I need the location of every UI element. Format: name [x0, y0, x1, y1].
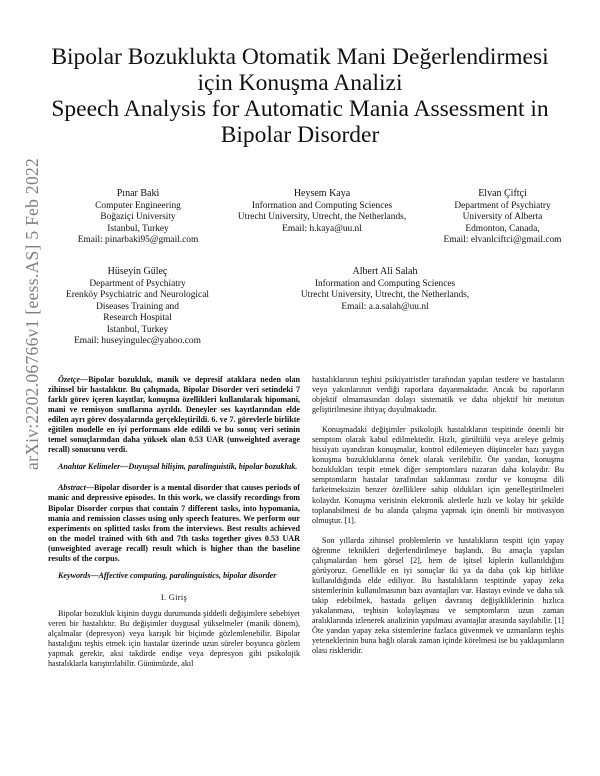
author-email: Email: pinarbaki95@gmail.com [77, 235, 199, 246]
author-affiliation: Erenköy Psychiatric and Neurological [66, 290, 209, 301]
abstract-label: Abstract [58, 483, 86, 493]
author-email: Email: a.a.salah@uu.nl [341, 301, 429, 312]
author-block [55, 266, 220, 347]
author-name: Heysem Kaya [293, 188, 351, 199]
author-affiliation: Boğaziçi University [100, 212, 176, 223]
ozetce-paragraph [48, 375, 300, 455]
abstract-text: —Bipolar disorder is a mental disorder that causes periods of manic and depressive episodes. In this work, we classify recordings from Bipolar Disorder corpus that contain 7 different tasks, into hypomania, mania and remission classes using only speech features. We perform our experiments on splitted tasks from the interviews. Best results achieved on the model trained with 6th and 7th tasks together gives 0.53 UAR (unweighted average recall) result which is higher than the baseline results of the corpus. [48, 483, 300, 563]
author-affiliation: University of Alberta [462, 212, 543, 223]
author-affiliation: Utrecht University, Utrecht, the Netherlands, [237, 212, 407, 223]
author-affiliation: Research Hospital [103, 313, 172, 324]
author-block [425, 188, 580, 247]
author-affiliation: Diseases Training and [96, 301, 179, 312]
author-name: Elvan Çiftçi [478, 188, 527, 199]
body-paragraph: Son yıllarda zihinsel problemlerin ve hastalıkların tespiti için yapay öğrenme teknikleri değerlendirilmeye başlandı. Bu amaçla yapılan çalışmalardan hem görsel [2], hem de işitsel kiplerin kullanıldığını görüyoruz. Genellikle en iyi sonuçlar iki ya da daha çok kip birlikte kullanıldığında elde ediliyor. Bu hastalıkların tespitinde yapay zeka sistemlerinin kullanılmasının bazı avantajları var. Hastayı evinde ve daha sık takip edebilmek, hastada gelişen davranış değişikliklerinin hızlıca yakalanması, teşhisin kolaylaşması ve semptomların uzun zaman aralıklarında izlenerek analizinin yapılması avantajlar arasında sayılabilir. [1] Öte yandan yapay zeka sistemlerine fazlaca güvenmek ve uzmanların teşhis yeteneklerinin buna bağlı olarak zaman içinde körelmesi ise bu yaklaşımların olası riskleridir. [312, 535, 564, 656]
author-affiliation: Information and Computing Sciences [251, 200, 393, 211]
author-affiliation: Department of Psychiatry [89, 278, 186, 289]
author-email: Email: elvanlciftci@gmail.com [443, 235, 562, 246]
abstract-paragraph [48, 483, 300, 563]
author-block [232, 188, 412, 235]
author-affiliation: Department of Psychiatry [454, 200, 551, 211]
body-paragraph: hastalıklarının teşhisi psikiyatristler tarafından yapılan testlere ve hastaların veya yakınlarının verdiği raporlara dayanmaktadır. Ancak bu raporların objektif olmamasından dolayı sistematik ve daha objektif bir metotun geliştirilmesine ihtiyaç duyulmaktadır. [312, 375, 564, 415]
author-affiliation: Istanbul, Turkey [106, 324, 169, 335]
author-email: Email: h.kaya@uu.nl [282, 223, 362, 234]
title-en-line1: Speech Analysis for Automatic Mania Assessment in [51, 96, 549, 122]
title-en-line2: Bipolar Disorder [220, 122, 380, 148]
author-affiliation: Edmonton, Canada, [465, 223, 540, 234]
author-name: Hüseyin Güleç [107, 266, 168, 277]
author-email: Email: huseyingulec@yahoo.com [74, 335, 201, 346]
author-block [68, 188, 208, 247]
title-tr-line2: için Konuşma Analizi [197, 70, 403, 96]
keywords-text: —Affective computing, paralinguistics, bipolar disorder [90, 570, 277, 580]
paper-title [0, 44, 600, 148]
left-column [48, 375, 300, 669]
body-paragraph: Konuşmadaki değişimler psikolojik hastalıkların tespitinde önemli bir semptom olarak kabul edilmektedir. Hızlı, gürültülü veya aceleye gelmiş hissiyatı uyandıran konuşmalar, kontrol edilemeyen düşünceler bazı yaygın konuşma bozukluklarına örnek olarak verilebilir. Öte yandan, konuşma bozuklukları tespit etmek diğer semptomlara nazaran daha kolaydır. Bu semptomların hastalar tarafından saklanması zordur ve konuşma dili farketmeksizin benzer özelliklere sahip oldukları için genelleştirilmeleri kolaydır. Konuşma verisinin elektronik aletlerle hızlı ve kolay bir şekilde toplanabilmesi de bu alanda çalışma yapmak için önemli bir motivasyon olmuştur. [1]. [312, 425, 564, 525]
author-affiliation: Utrecht University, Utrecht, the Netherlands, [300, 290, 470, 301]
ozetce-label: Özetçe [58, 375, 81, 384]
ozetce-text: —Bipolar bozukluk, manik ve depresif ataklara neden olan zihinsel bir hastalıktır. Bu çalışmada, Bipolar Disorder veri setindeki 7 farklı görev içeren kayıtlar, konuşma özellikleri kullanılarak hipomani, mani ve remisyon sınıflarına ayrıldı. Deneyler ses kayıtlarından elde edilen ayrı görev dosyalarında gerçekleştirildi. 6. ve 7. görevlerle birlikte eğitilen modelle en iyi performans elde edildi ve bu sonuç veri setinin temel sonuçlarından daha yüksek olan 0.53 UAR (unweighted average recall) sonucunu verdi. [48, 375, 300, 455]
author-name: Pınar Baki [116, 188, 160, 199]
author-affiliation: Information and Computing Sciences [314, 278, 456, 289]
anahtar-paragraph [48, 462, 300, 472]
intro-paragraph: Bipolar bozukluk kişinin duygu durumunda şiddetli değişimlere sebebiyet veren bir hastalıktır. Bu değişimler duygusal yükselmeler (manik dönem), alçalmalar (depresyon) veya karışık bir biçimde gözlemlenebilir. Bipolar hastalığını teşhis etmek için hastalar üzerinde uzun süreler boyunca gözlem yapmak gerekir, aksi takdirde endişe veya depresyon gibi psikolojik hastalıklarla karıştırılabilir. Günümüzde, akıl [48, 608, 300, 669]
section-heading: I. Giriş [160, 592, 188, 602]
author-affiliation: Computer Engineering [95, 200, 181, 211]
arxiv-stamp: arXiv:2202.06766v1 [eess.AS] 5 Feb 2022 [22, 157, 42, 470]
anahtar-label: Anahtar Kelimeler [58, 462, 121, 472]
title-tr-line1: Bipolar Bozuklukta Otomatik Mani Değerlendirmesi [51, 44, 549, 70]
author-block [290, 266, 480, 313]
author-affiliation: Istanbul, Turkey [107, 223, 169, 234]
anahtar-text: —Duyuşsal bilişim, paralinguistik, bipolar bozukluk. [120, 462, 298, 472]
author-name: Albert Ali Salah [352, 266, 418, 277]
keywords-paragraph [48, 571, 300, 581]
keywords-label: Keywords [58, 570, 91, 580]
right-column [312, 375, 564, 656]
